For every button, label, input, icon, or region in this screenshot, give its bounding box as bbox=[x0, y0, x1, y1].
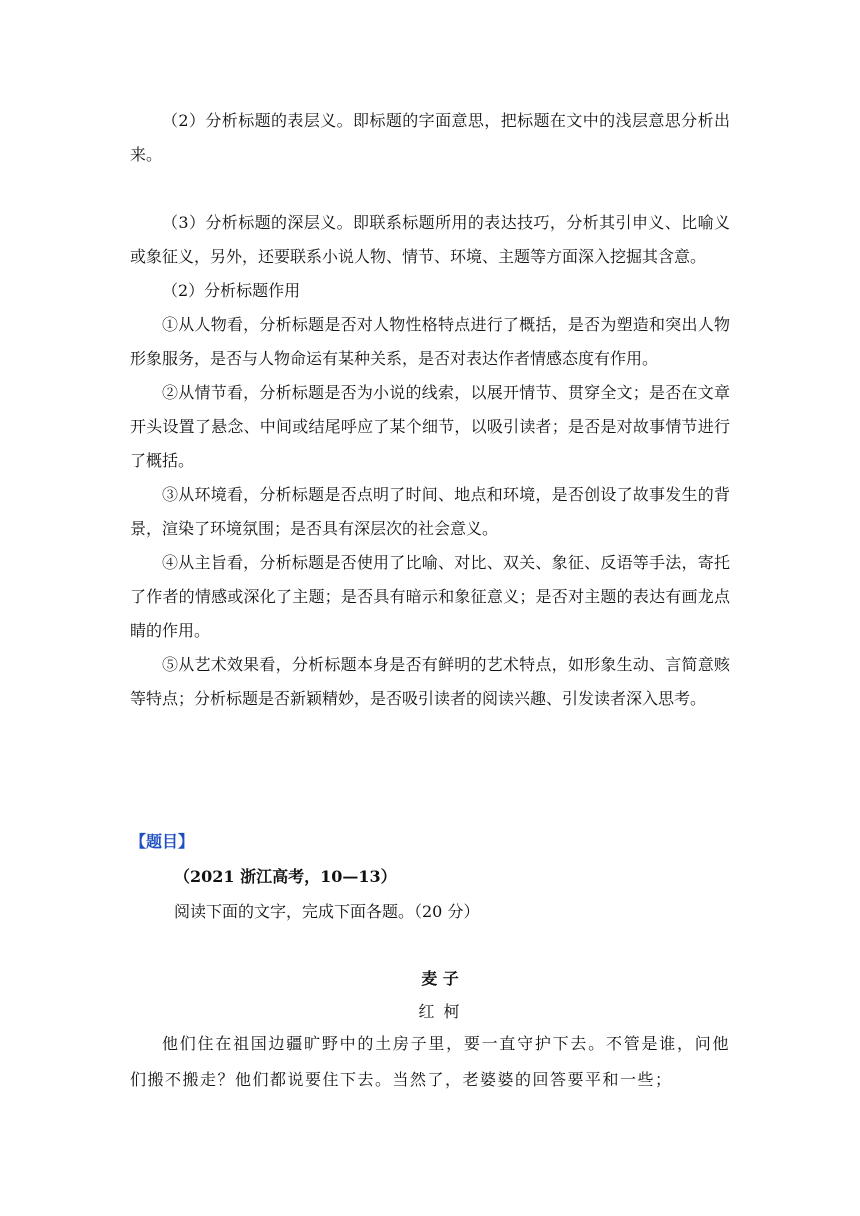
question-source: （2021 浙江高考，10—13） bbox=[174, 867, 397, 886]
question-heading: 【题目】 bbox=[130, 832, 195, 851]
question-instruction: 阅读下面的文字，完成下面各题。（20 分） bbox=[174, 902, 480, 921]
paragraph-surface-meaning: （2）分析标题的表层义。即标题的字面意思，把标题在文中的浅层意思分析出来。 bbox=[130, 111, 730, 164]
paragraph-environment-view: ③从环境看，分析标题是否点明了时间、地点和环境，是否创设了故事发生的背景，渲染了环境氛围；是否具有深层次的社会意义。 bbox=[130, 485, 730, 538]
story-body: 他们住在祖国边疆旷野中的土房子里，要一直守护下去。不管是谁，问他们搬不搬走？他们都说要住下去。当然了，老婆婆的回答要平和一些； bbox=[130, 1034, 730, 1089]
paragraph-title-function-heading: （2）分析标题作用 bbox=[162, 281, 301, 300]
paragraph-theme-view: ④从主旨看，分析标题是否使用了比喻、对比、双关、象征、反语等手法，寄托了作者的情感或深化了主题；是否具有暗示和象征意义；是否对主题的表达有画龙点睛的作用。 bbox=[130, 553, 730, 640]
paragraph-plot-view: ②从情节看，分析标题是否为小说的线索，以展开情节、贯穿全文；是否在文章开头设置了悬念、中间或结尾呼应了某个细节，以吸引读者；是否是对故事情节进行了概括。 bbox=[130, 383, 730, 470]
paragraph-character-view: ①从人物看，分析标题是否对人物性格特点进行了概括，是否为塑造和突出人物形象服务，是否与人物命运有某种关系，是否对表达作者情感态度有作用。 bbox=[130, 315, 730, 368]
story-author: 红 柯 bbox=[418, 1002, 462, 1021]
paragraph-artistic-view: ⑤从艺术效果看，分析标题本身是否有鲜明的艺术特点，如形象生动、言简意赅等特点；分析标题是否新颖精妙，是否吸引读者的阅读兴趣、引发读者深入思考。 bbox=[130, 655, 730, 708]
story-title: 麦 子 bbox=[421, 969, 459, 988]
paragraph-deep-meaning: （3）分析标题的深层义。即联系标题所用的表达技巧，分析其引申义、比喻义或象征义，另外，还要联系小说人物、情节、环境、主题等方面深入挖掘其含意。 bbox=[130, 213, 730, 266]
